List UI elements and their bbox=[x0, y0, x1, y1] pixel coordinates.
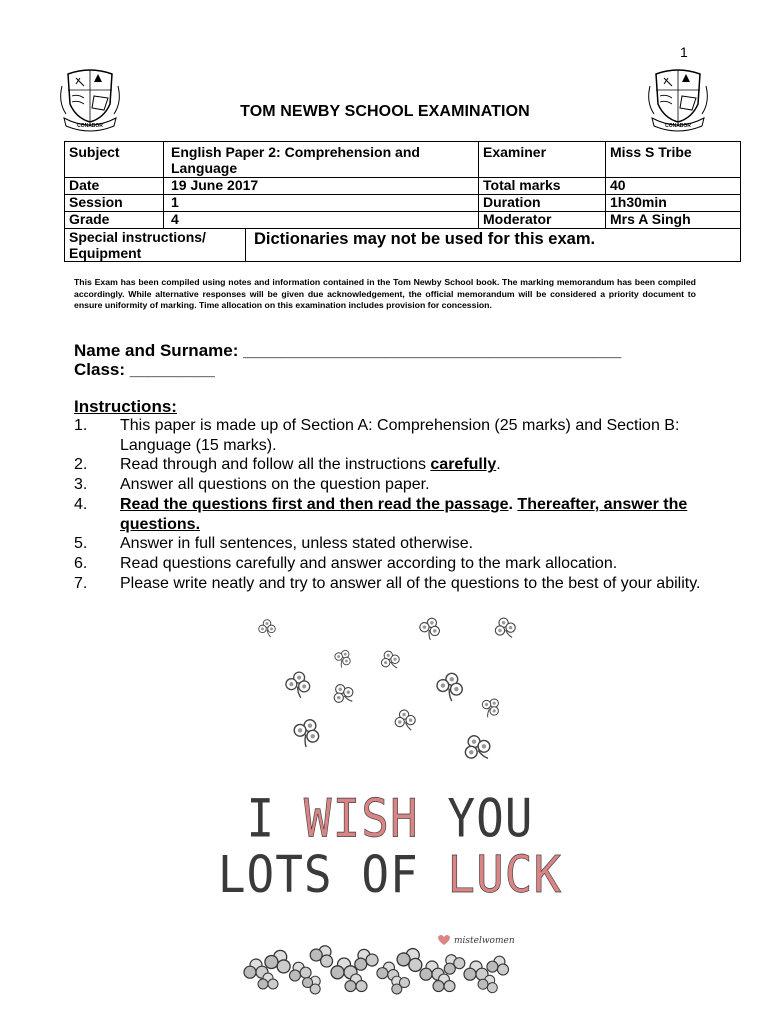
instruction-number: 5. bbox=[74, 535, 88, 553]
instruction-number: 7. bbox=[74, 574, 88, 592]
class-field: Class: _________ bbox=[74, 360, 215, 379]
instruction-item bbox=[74, 534, 714, 554]
lettering-wish: WISH bbox=[303, 787, 419, 850]
crest-motto: CONABOR bbox=[665, 123, 691, 129]
heart-icon bbox=[438, 935, 450, 945]
instruction-item bbox=[74, 554, 714, 574]
instruction-item bbox=[74, 455, 714, 475]
instruction-emphasis: Thereafter, answer the questions. bbox=[120, 495, 688, 533]
lettering-lots-of: LOTS OF bbox=[217, 846, 448, 905]
lettering-i: I bbox=[246, 787, 304, 850]
session-label: Session bbox=[69, 194, 123, 210]
examiner-label: Examiner bbox=[483, 144, 547, 160]
moderator-label: Moderator bbox=[483, 211, 552, 227]
instruction-separator: . bbox=[508, 495, 518, 513]
crest-motto: CONABOR bbox=[77, 123, 103, 129]
special-instructions-value: Dictionaries may not be used for this exam. bbox=[254, 230, 596, 248]
duration-label: Duration bbox=[483, 194, 541, 210]
svg-text:I WISH YOU bbox=[247, 787, 534, 849]
exam-notice: This Exam has been compiled using notes and information contained in the Tom Newby School book. The marking memorandum has been compiled accordingly. While alternative responses will be given due acknowledgement, the official memorandum will be considered a priority document to ensure uniformity of marking. Time allocation on this examination includes provision for concession. bbox=[74, 277, 696, 311]
grade-label: Grade bbox=[69, 211, 110, 227]
instruction-number: 2. bbox=[74, 456, 88, 474]
school-crest-right bbox=[646, 66, 710, 132]
instructions-list bbox=[74, 416, 714, 593]
instruction-item bbox=[74, 416, 714, 455]
clover-illustration bbox=[250, 612, 520, 772]
instruction-text: Read through and follow all the instructions bbox=[120, 456, 431, 474]
name-surname-field: Name and Surname: ________________________________________ bbox=[74, 341, 622, 360]
page-number: 1 bbox=[680, 44, 688, 60]
instruction-emphasis: Read the questions first and then read the passage bbox=[120, 495, 509, 513]
instruction-item bbox=[74, 495, 714, 534]
date-label: Date bbox=[69, 177, 100, 193]
instruction-item bbox=[74, 574, 714, 594]
instruction-text-end: . bbox=[496, 456, 501, 474]
total-marks-value: 40 bbox=[610, 177, 626, 193]
subject-value: English Paper 2: Comprehension and Language bbox=[171, 144, 420, 176]
svg-text:LOTS OF LUCK bbox=[218, 846, 562, 905]
moderator-value: Mrs A Singh bbox=[610, 211, 691, 227]
good-luck-lettering bbox=[217, 780, 563, 905]
instructions-heading: Instructions: bbox=[74, 397, 177, 416]
total-marks-label: Total marks bbox=[483, 177, 561, 193]
instruction-text: This paper is made up of Section A: Comprehension (25 marks) and Section B: Language (15 marks). bbox=[120, 417, 680, 454]
examiner-value: Miss S Tribe bbox=[610, 144, 692, 160]
instruction-number: 4. bbox=[74, 495, 88, 513]
exam-details-table bbox=[64, 141, 741, 262]
artist-signature: mistelwomen bbox=[454, 936, 515, 946]
instruction-text: Answer all questions on the question paper. bbox=[120, 476, 430, 494]
instruction-text: Please write neatly and try to answer all of the questions to the best of your ability. bbox=[120, 574, 701, 592]
instruction-number: 1. bbox=[74, 417, 88, 434]
instruction-item bbox=[74, 475, 714, 495]
special-instructions-label: Special instructions/ Equipment bbox=[69, 229, 206, 261]
duration-value: 1h30min bbox=[610, 194, 667, 210]
instruction-text: Read questions carefully and answer according to the mark allocation. bbox=[120, 554, 618, 572]
exam-title: TOM NEWBY SCHOOL EXAMINATION bbox=[240, 103, 530, 120]
instruction-text: Answer in full sentences, unless stated otherwise. bbox=[120, 535, 474, 553]
lettering-you: YOU bbox=[418, 787, 534, 850]
instruction-emphasis: carefully bbox=[430, 456, 497, 474]
clover-meadow-illustration bbox=[236, 925, 526, 995]
subject-label: Subject bbox=[69, 144, 120, 160]
grade-value: 4 bbox=[171, 211, 179, 227]
date-value: 19 June 2017 bbox=[171, 177, 259, 193]
instruction-number: 6. bbox=[74, 554, 88, 572]
instruction-number: 3. bbox=[74, 476, 88, 494]
lettering-luck: LUCK bbox=[447, 846, 563, 905]
session-value: 1 bbox=[171, 194, 179, 210]
school-crest-left bbox=[58, 66, 122, 132]
